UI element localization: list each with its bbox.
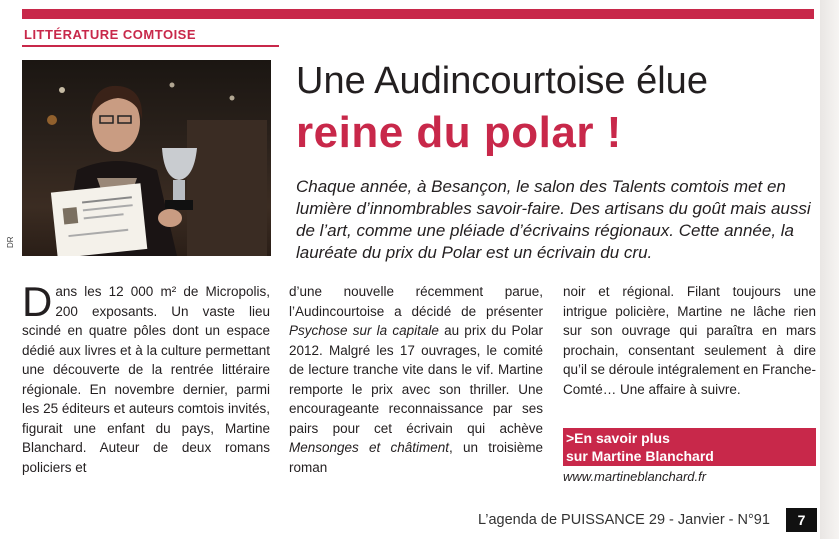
headline-line2: reine du polar ! <box>296 108 622 157</box>
body-column-3-text: noir et régional. Filant toujours une intrigue policière, Martine ne lâche rien sur son ouvrage qui paraîtra en mars prochain, consentant seulement à dire qu’il se déroule intégralement en Franche-Comté… Une affaire à suivre. <box>563 284 816 397</box>
footer-publication: L’agenda de PUISSANCE 29 - Janvier - N°91 <box>478 512 770 528</box>
drop-cap: D <box>22 278 53 325</box>
book-title-2: Mensonges et châtiment <box>289 440 450 455</box>
body-column-1-text: ans les 12 000 m² de Micropolis, 200 exposants. Un vaste lieu scindé en quatre pôles dont un espace dédié aux livres et à la culture permettant une découverte de la rentrée littéraire régionale. En novembre dernier, parmi les 25 éditeurs et auteurs comtois invités, figurait une enfant du pays, Martine Blanchard. Auteur de deux romans policiers et <box>22 284 270 475</box>
page-number: 7 <box>786 508 817 532</box>
more-info-line1: >En savoir plus <box>566 430 670 446</box>
more-info-line2: sur Martine Blanchard <box>566 448 714 464</box>
body-column-2-text-c: , un troisième roman <box>289 440 543 475</box>
body-column-2 <box>289 282 543 477</box>
headline-line1: Une Audincourtoise élue <box>296 60 708 102</box>
section-rule <box>22 45 279 47</box>
body-column-2-text-b: au prix du Polar 2012. Malgré les 17 ouvrages, le comité de lecture tranche vite dans le vif. Martine remporte le prix avec son thriller. Une encourageante reconnaissance par ses pairs pour cet écrivain qui achève <box>289 323 543 436</box>
photo-credit: DR <box>6 236 15 248</box>
section-title: LITTÉRATURE COMTOISE <box>24 27 197 42</box>
more-info-box <box>563 428 816 466</box>
lead-paragraph: Chaque année, à Besançon, le salon des Talents comtois met en lumière d’innombrables savoir-faire. Des artisans du goût mais aussi de l’art, comme une pléiade d’écrivains régionaux. Cette année, la lauréate du prix du Polar est un écrivain du cru. <box>296 177 811 262</box>
body-column-3 <box>563 282 816 399</box>
page-edge <box>820 0 839 539</box>
body-column-2-text-a: d’une nouvelle récemment parue, l’Audincourtoise a décidé de présenter <box>289 284 543 319</box>
author-photo <box>22 60 271 256</box>
author-photo-illustration <box>22 60 271 256</box>
website-link[interactable]: www.martineblanchard.fr <box>563 469 707 484</box>
top-accent-bar <box>22 9 814 19</box>
body-column-1 <box>22 278 270 477</box>
book-title-1: Psychose sur la capitale <box>289 323 439 338</box>
